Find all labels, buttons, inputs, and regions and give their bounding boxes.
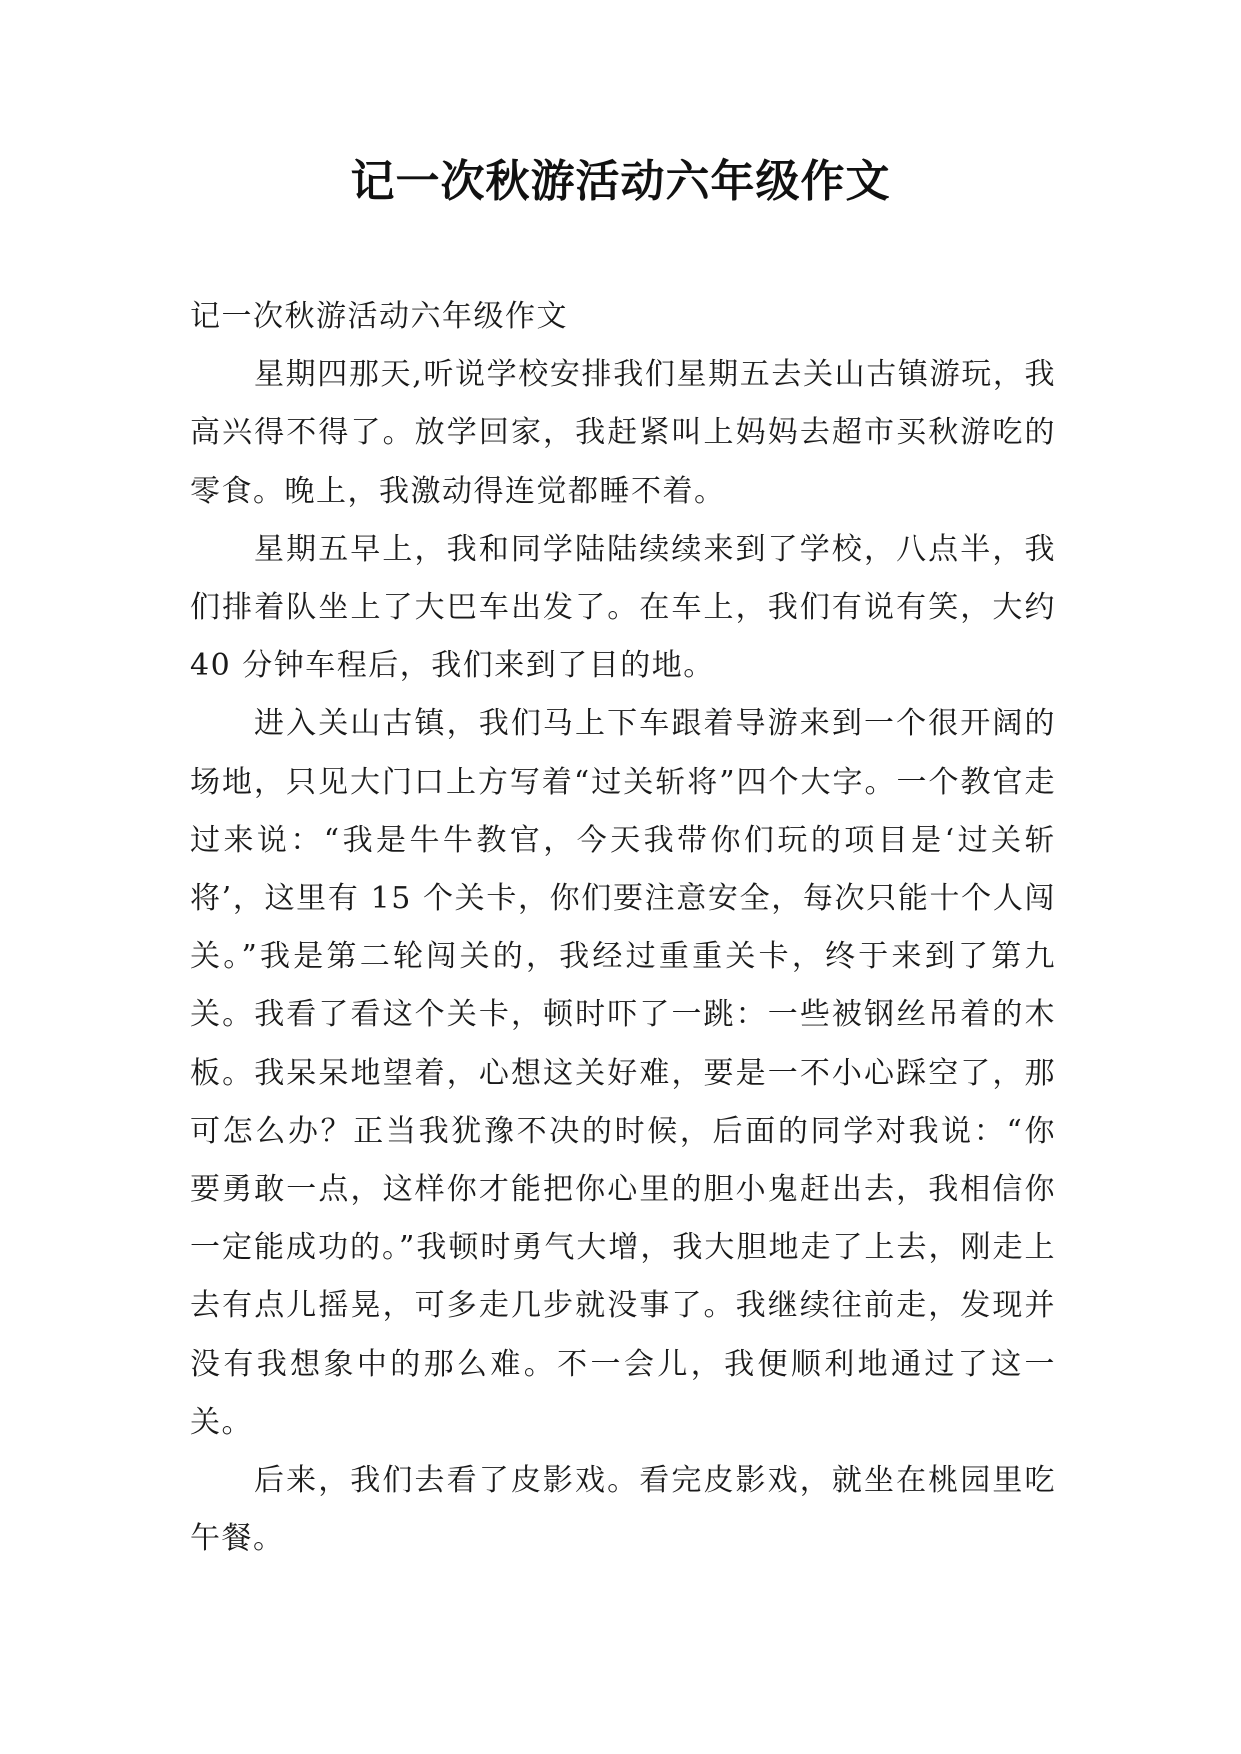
document-body (190, 288, 1056, 1568)
document-title: 记一次秋游活动六年级作文 (350, 156, 891, 207)
paragraph-2: 星期五早上，我和同学陆陆续续来到了学校，八点半，我们排着队坐上了大巴车出发了。在车上，我们有说有笑，大约 40 分钟车程后，我们来到了目的地。 (190, 531, 1056, 684)
document-subtitle: 记一次秋游活动六年级作文 (190, 299, 568, 334)
paragraph-4: 后来，我们去看了皮影戏。看完皮影戏，就坐在桃园里吃午餐。 (190, 1463, 1056, 1557)
paragraph-3: 进入关山古镇，我们马上下车跟着导游来到一个很开阔的场地，只见大门口上方写着“过关斩将”四个大字。一个教官走过来说：“我是牛牛教官，今天我带你们玩的项目是‘过关斩将’，这里有 15 个关卡，你们要注意安全，每次只能十个人闯关。”我是第二轮闯关的，我经过重重关卡，终于来到了第九关。我看了看这个关卡，顿时吓了一跳：一些被钢丝吊着的木板。我呆呆地望着，心想这关好难，要是一不小心踩空了，那可怎么办？正当我犹豫不决的时候，后面的同学对我说：“你要勇敢一点，这样你才能把你心里的胆小鬼赶出去，我相信你一定能成功的。”我顿时勇气大增，我大胆地走了上去，刚走上去有点儿摇晃，可多走几步就没事了。我继续往前走，发现并没有我想象中的那么难。不一会儿，我便顺利地通过了这一关。 (190, 706, 1056, 1440)
paragraph-1: 星期四那天,听说学校安排我们星期五去关山古镇游玩，我高兴得不得了。放学回家，我赶紧叫上妈妈去超市买秋游吃的零食。晚上，我激动得连觉都睡不着。 (190, 357, 1056, 509)
